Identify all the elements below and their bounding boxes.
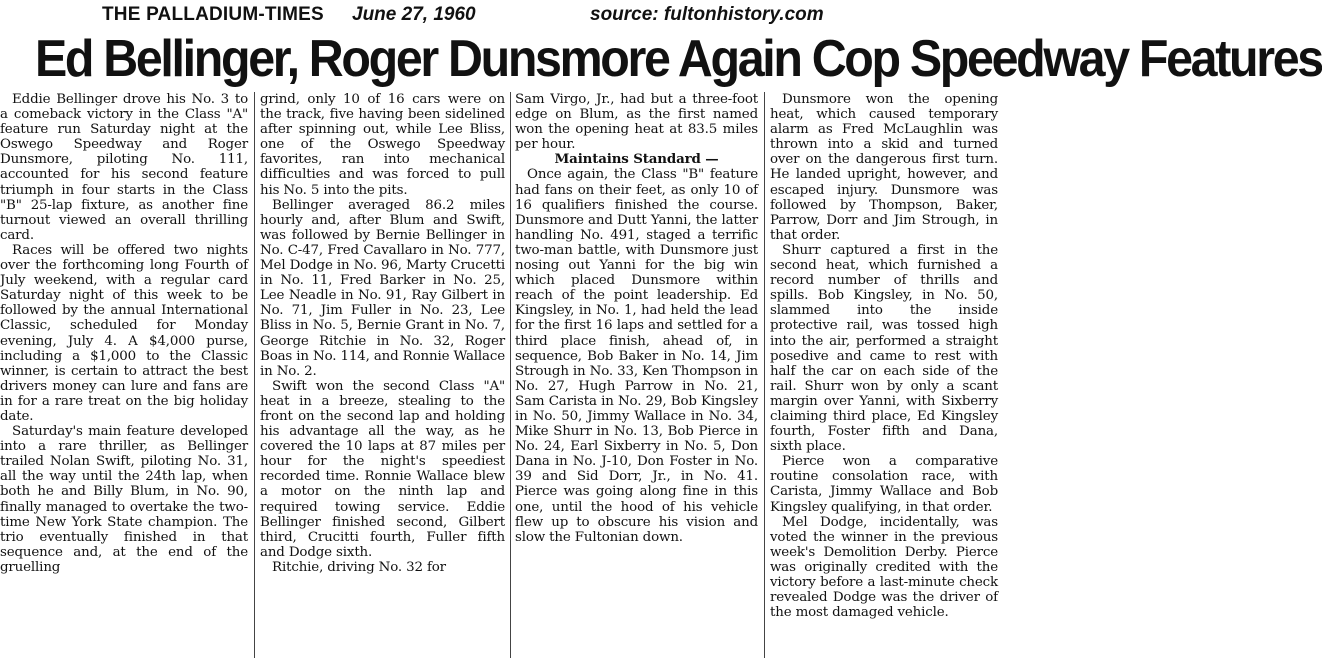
publication-name: THE PALLADIUM-TIMES — [102, 4, 324, 25]
source-credit: source: fultonhistory.com — [590, 4, 824, 25]
masthead-line — [0, 0, 1000, 30]
subheading: Maintains Standard — — [554, 151, 719, 168]
article-column-3 — [515, 92, 758, 658]
paragraph: grind, only 10 of 16 cars were on the track, five having been sidelined after spinning out, while Lee Bliss, one of the Oswego Speedway favorites, ran into mechanical difficulties and was forced to pull his No. 5 into the pits. — [260, 92, 505, 198]
publication-date: June 27, 1960 — [352, 4, 476, 25]
paragraph: Saturday's main feature developed into a rare thriller, as Bellinger trailed Nolan Swift, piloting No. 31, all the way until the 24th lap, when both he and Billy Blum, in No. 90, finally managed to overtake the two-time New York State champion. The trio eventually finished in that sequence and, at the end of the gruelling — [0, 424, 248, 575]
paragraph: Once again, the Class "B" feature had fans on their feet, as only 10 of 16 qualifiers finished the course. Dunsmore and Dutt Yanni, the latter handling No. 491, staged a terrific two-man battle, with Dunsmore just nosing out Yanni for the big win which placed Dunsmore within reach of the point leadership. Ed Kingsley, in No. 1, had held the lead for the first 16 laps and settled for a third place finish, ahead of, in sequence, Bob Baker in No. 14, Jim Strough in No. 33, Ken Thompson in No. 27, Hugh Parrow in No. 21, Sam Carista in No. 29, Bob Kingsley in No. 50, Jimmy Wallace in No. 34, Mike Shurr in No. 13, Bob Pierce in No. 24, Earl Sixberry in No. 5, Don Dana in No. J-10, Don Foster in No. 39 and Sid Dorr, Jr., in No. 41. Pierce was going along fine in this one, until the hood of his vehicle flew up to obscure his vision and slow the Fultonian down. — [515, 167, 758, 545]
paragraph: Dunsmore won the opening heat, which caused temporary alarm as Fred McLaughlin was thrown into a skid and turned over on the dangerous first turn. He landed upright, however, and escaped injury. Dunsmore was followed by Thompson, Baker, Parrow, Dorr and Jim Strough, in that order. — [770, 92, 998, 243]
article-column-2 — [260, 92, 505, 658]
paragraph: Pierce won a comparative routine consolation race, with Carista, Jimmy Wallace and Bob Kingsley qualifying, in that order. — [770, 454, 998, 515]
paragraph: Shurr captured a first in the second heat, which furnished a record number of thrills and spills. Bob Kingsley, in No. 50, slammed into the inside protective rail, was tossed high into the air, performed a straight posedive and came to rest with half the car on each side of the rail. Shurr won by only a scant margin over Yanni, with Sixberry claiming third place, Ed Kingsley fourth, Foster fifth and Dana, sixth place. — [770, 242, 998, 455]
paragraph: Swift won the second Class "A" heat in a breeze, stealing to the front on the second lap and holding his advantage all the way, as he covered the 10 laps at 87 miles per hour for the night's speediest recorded time. Ronnie Wallace blew a motor on the ninth lap and required towing service. Eddie Bellinger finished second, Gilbert third, Crucitti fourth, Fuller fifth and Dodge sixth. — [260, 378, 505, 560]
paragraph: Ritchie, driving No. 32 for — [272, 559, 446, 575]
article-column-4 — [770, 92, 998, 658]
paragraph: Eddie Bellinger drove his No. 3 to a comeback victory in the Class "A" feature run Saturday night at the Oswego Speedway and Roger Dunsmore, piloting No. 111, accounted for his second feature triumph in four starts in the Class "B" 25-lap fixture, as another fine turnout viewed an overall thrilling card. — [0, 92, 248, 243]
article-body — [0, 92, 1000, 658]
article-column-1 — [0, 92, 248, 658]
paragraph: Bellinger averaged 86.2 miles hourly and, after Blum and Swift, was followed by Bernie Bellinger in No. C-47, Fred Cavallaro in No. 777, Mel Dodge in No. 96, Marty Crucetti in No. 11, Fred Barker in No. 25, Lee Neadle in No. 91, Ray Gilbert in No. 71, Jim Fuller in No. 23, Lee Bliss in No. 5, Bernie Grant in No. 7, George Ritchie in No. 32, Roger Boas in No. 114, and Ronnie Wallace in No. 2. — [260, 197, 505, 379]
paragraph: Sam Virgo, Jr., had but a three-foot edge on Blum, as the first named won the opening heat at 83.5 miles per hour. — [515, 92, 758, 153]
paragraph: Mel Dodge, incidentally, was voted the winner in the previous week's Demolition Derby. Pierce was originally credited with the victory before a last-minute check revealed Dodge was the driver of the most damaged vehicle. — [770, 514, 998, 621]
article-headline: Ed Bellinger, Roger Dunsmore Again Cop Speedway Features — [35, 30, 1322, 88]
paragraph: Races will be offered two nights over the forthcoming long Fourth of July weekend, with a regular card Saturday night of this week to be followed by the annual International Classic, scheduled for Monday evening, July 4. A $4,000 purse, including a $1,000 to the Classic winner, is certain to attract the best drivers money can lure and fans are in for a rare treat on the big holiday date. — [0, 242, 248, 424]
